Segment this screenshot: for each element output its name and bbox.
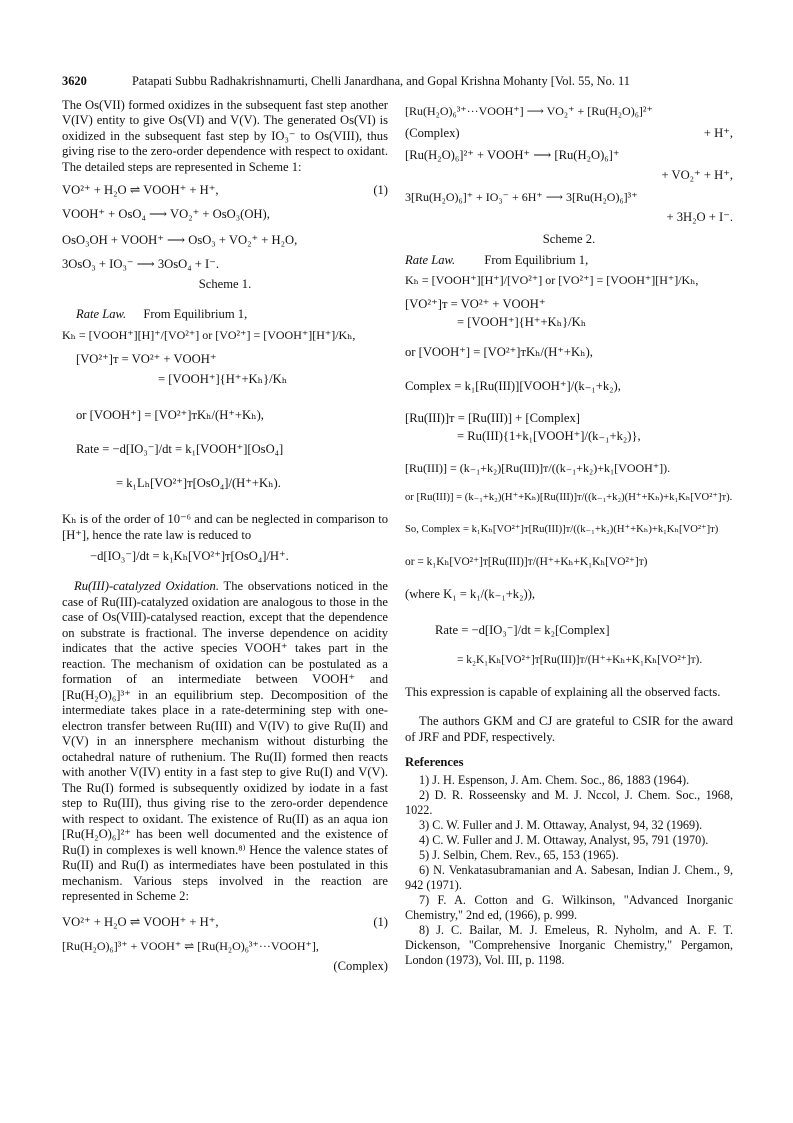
scheme1-eq3: OsO₃OH + VOOH⁺ ⟶ OsO₃ + VO₂⁺ + H₂O, xyxy=(62,233,298,248)
ru-equation-2: or [Ru(III)] = (k₋₁+k₂)(H⁺+Kₕ)[Ru(III)]ᴛ/((k₋₁+k₂)(H⁺+Kₕ)+k₁Kₕ[VO²⁺]ᴛ). xyxy=(405,491,733,503)
rate-equation-right-2: = k₂K₁Kₕ[VO²⁺]ᴛ[Ru(III)]ᴛ/(H⁺+Kₕ+K₁Kₕ[VO²⁺]ᴛ). xyxy=(457,653,703,666)
scheme2-eq1: VO²⁺ + H₂O ⇌ VOOH⁺ + H⁺, (1) xyxy=(62,914,388,929)
scheme2-label: Scheme 2. xyxy=(542,232,596,246)
right-column xyxy=(405,98,733,968)
rate-equation-right: Rate = −d[IO₃⁻]/dt = k₂[Complex] xyxy=(435,622,610,637)
scheme2-eq5: 3[Ru(H₂O)₆]⁺ + IO₃⁻ + 6H⁺ ⟶ 3[Ru(H₂O)₆]³⁺ xyxy=(405,190,638,204)
scheme2-eq3: [Ru(H₂O)₆³⁺···VOOH⁺] ⟶ VO₂⁺ + [Ru(H₂O)₆]²⁺ xyxy=(405,104,653,118)
references-list xyxy=(405,773,733,968)
vo-total-right-2: = [VOOH⁺]{H⁺+Kₕ}/Kₕ xyxy=(457,314,587,329)
reference-item: 4) C. W. Fuller and J. M. Ottaway, Analyst, 95, 791 (1970). xyxy=(419,832,709,847)
vooh-equation: or [VOOH⁺] = [VO²⁺]ᴛKₕ/(H⁺+Kₕ), xyxy=(76,408,264,423)
or-complex: or = k₁Kₕ[VO²⁺]ᴛ[Ru(III)]ᴛ/(H⁺+Kₕ+K₁Kₕ[VO²⁺]ᴛ) xyxy=(405,555,648,568)
reference-item: 3) C. W. Fuller and J. M. Ottaway, Analyst, 94, 32 (1969). xyxy=(419,817,703,832)
scheme1-eq4: 3OsO₃ + IO₃⁻ ⟶ 3OsO₄ + I⁻. xyxy=(62,257,220,272)
page-header xyxy=(62,74,734,92)
kh-equation: Kₕ = [VOOH⁺][H]⁺/[VO²⁺] or [VO²⁺] = [VOOH⁺][H⁺]/Kₕ, xyxy=(62,328,356,343)
rate-equation-2: = k₁Lₕ[VO²⁺]ᴛ[OsO₄]/(H⁺+Kₕ). xyxy=(116,476,281,491)
reference-item: 7) F. A. Cotton and G. Wilkinson, "Advanced Inorganic Chemistry," 2nd ed, (1966), p. 999. xyxy=(405,892,733,922)
ru-paragraph: Ru(III)-catalyzed Oxidation. The observations noticed in the case of Ru(III)-catalyzed oxidation are analogous to those in the case of Os(VIII)-catalysed reaction, except that the dependence on substrate is fractional. The inverse dependence on acidity indicates that the active species VOOH⁺ takes part in the reaction. The mechanism of oxidation can be postulated as a formation of an intermediate between VOOH⁺ and [Ru(H₂O)₆]³⁺ in an equilibrium step. Decomposition of the intermediate takes place in a rate-determining step with one-electron transfer between Ru(III) and V(IV) to give Ru(II) and V(V) in an innersphere mechanism without disturbing the octahedral nature of ruthenium. The Ru(II) formed then reacts with another V(IV) entity in a fast step to give Ru(I) and V(V). The Ru(I) formed is subsequently oxidized by iodate in a fast step to Ru(III), thus giving rise to the zero-order dependence with respect to oxidant. The existence of Ru(II) as an aqua ion [Ru(H₂O)₆]²⁺ has been well documented and the existence of Ru(I) in complexes is well known.⁸⁾ Hence the valence states of Ru(II) and Ru(I) as intermediates have been postulated in this mechanism. Various steps involved in the reaction are represented in Scheme 2: xyxy=(62,579,388,904)
reference-item: 5) J. Selbin, Chem. Rev., 65, 153 (1965). xyxy=(419,847,619,862)
scheme2-eq5-tail: + 3H₂O + I⁻. xyxy=(666,210,733,224)
running-header: Patapati Subbu Radhakrishnamurti, Chelli Janardhana, and Gopal Krishna Mohanty [Vol. 55, No. 11 xyxy=(132,74,630,88)
scheme2-eq3-cont: (Complex) + H⁺, xyxy=(405,126,733,140)
rate-law-heading-2: Rate Law. From Equilibrium 1, xyxy=(405,253,589,268)
reference-item: 2) D. R. Rosseensky and M. J. Nccol, J. Chem. Soc., 1968, 1022. xyxy=(405,787,733,817)
complex-equation: Complex = k₁[Ru(III)][VOOH⁺]/(k₋₁+k₂), xyxy=(405,378,621,393)
conclusion: This expression is capable of explaining all the observed facts. xyxy=(405,684,721,699)
scheme2-complex-label: (Complex) xyxy=(333,958,388,973)
vo-total-right: [VO²⁺]ᴛ = VO²⁺ + VOOH⁺ xyxy=(405,296,546,311)
left-column xyxy=(62,98,388,974)
where-k1: (where K₁ = k₁/(k₋₁+k₂)), xyxy=(405,586,536,601)
scheme2-eq2: [Ru(H₂O)₆]³⁺ + VOOH⁺ ⇌ [Ru(H₂O)₆³⁺···VOOH⁺], xyxy=(62,938,319,953)
scheme2-eq4: [Ru(H₂O)₆]²⁺ + VOOH⁺ ⟶ [Ru(H₂O)₆]⁺ xyxy=(405,148,620,162)
page-number: 3620 xyxy=(62,74,87,88)
ru-equation: [Ru(III)] = (k₋₁+k₂)[Ru(III)]ᴛ/((k₋₁+k₂)+k₁[VOOH⁺]). xyxy=(405,460,671,475)
scheme1-label: Scheme 1. xyxy=(198,277,252,292)
scheme1-eq1: VO²⁺ + H₂O ⇌ VOOH⁺ + H⁺, (1) xyxy=(62,183,388,198)
acknowledgement: The authors GKM and CJ are grateful to CSIR for the award of JRF and PDF, respectively. xyxy=(405,714,733,744)
rate-equation: Rate = −d[IO₃⁻]/dt = k₁[VOOH⁺][OsO₄] xyxy=(76,442,284,457)
rate-law-heading: Rate Law. From Equilibrium 1, xyxy=(76,306,248,321)
ru-total-2: = Ru(III){1+k₁[VOOH⁺]/(k₋₁+k₂)}, xyxy=(457,428,641,443)
reference-item: 1) J. H. Espenson, J. Am. Chem. Soc., 86, 1883 (1964). xyxy=(419,772,690,787)
scheme1-eq2: VOOH⁺ + OsO₄ ⟶ VO₂⁺ + OsO₃(OH), xyxy=(62,207,270,222)
scheme2-eq4-tail: + VO₂⁺ + H⁺, xyxy=(661,168,733,182)
kh-paragraph: Kₕ is of the order of 10⁻⁶ and can be neglected in comparison to [H⁺], hence the rate law is reduced to xyxy=(62,512,388,542)
kh-equation-2: Kₕ = [VOOH⁺][H⁺]/[VO²⁺] or [VO²⁺] = [VOOH⁺][H⁺]/Kₕ, xyxy=(405,272,699,287)
so-complex: So, Complex = k₁Kₕ[VO²⁺]ᴛ[Ru(III)]ᴛ/((k₋₁+k₂)(H⁺+Kₕ)+k₁Kₕ[VO²⁺]ᴛ) xyxy=(405,523,719,535)
vo-total-2: = [VOOH⁺]{H⁺+Kₕ}/Kₕ xyxy=(158,372,288,387)
scheme-1 xyxy=(62,183,388,292)
reduced-rate-law: −d[IO₃⁻]/dt = k₁Kₕ[VO²⁺]ᴛ[OsO₄]/H⁺. xyxy=(90,549,289,564)
vooh-equation-2: or [VOOH⁺] = [VO²⁺]ᴛKₕ/(H⁺+Kₕ), xyxy=(405,344,593,359)
references-title: References xyxy=(405,755,464,770)
reference-item: 6) N. Venkatasubramanian and A. Sabesan, Indian J. Chem., 9, 942 (1971). xyxy=(405,862,733,892)
scheme-2-start xyxy=(62,915,388,974)
intro-paragraph: The Os(VII) formed oxidizes in the subsequent fast step another V(IV) entity to give Os(VI) and V(V). The generated Os(VI) is oxidized in the subsequent fast step by IO₃⁻ to Os(VIII), thus giving rise to the zero-order dependence with respect to oxidant. The detailed steps are represented in Scheme 1: xyxy=(62,98,388,174)
ru-total: [Ru(III)]ᴛ = [Ru(III)] + [Complex] xyxy=(405,410,580,425)
vo-total: [VO²⁺]ᴛ = VO²⁺ + VOOH⁺ xyxy=(76,352,217,367)
reference-item: 8) J. C. Bailar, M. J. Emeleus, R. Nyholm, and A. F. T. Dickenson, "Comprehensive Inorganic Chemistry," Pergamon, London (1973), Vol. III, p. 1198. xyxy=(405,922,733,967)
